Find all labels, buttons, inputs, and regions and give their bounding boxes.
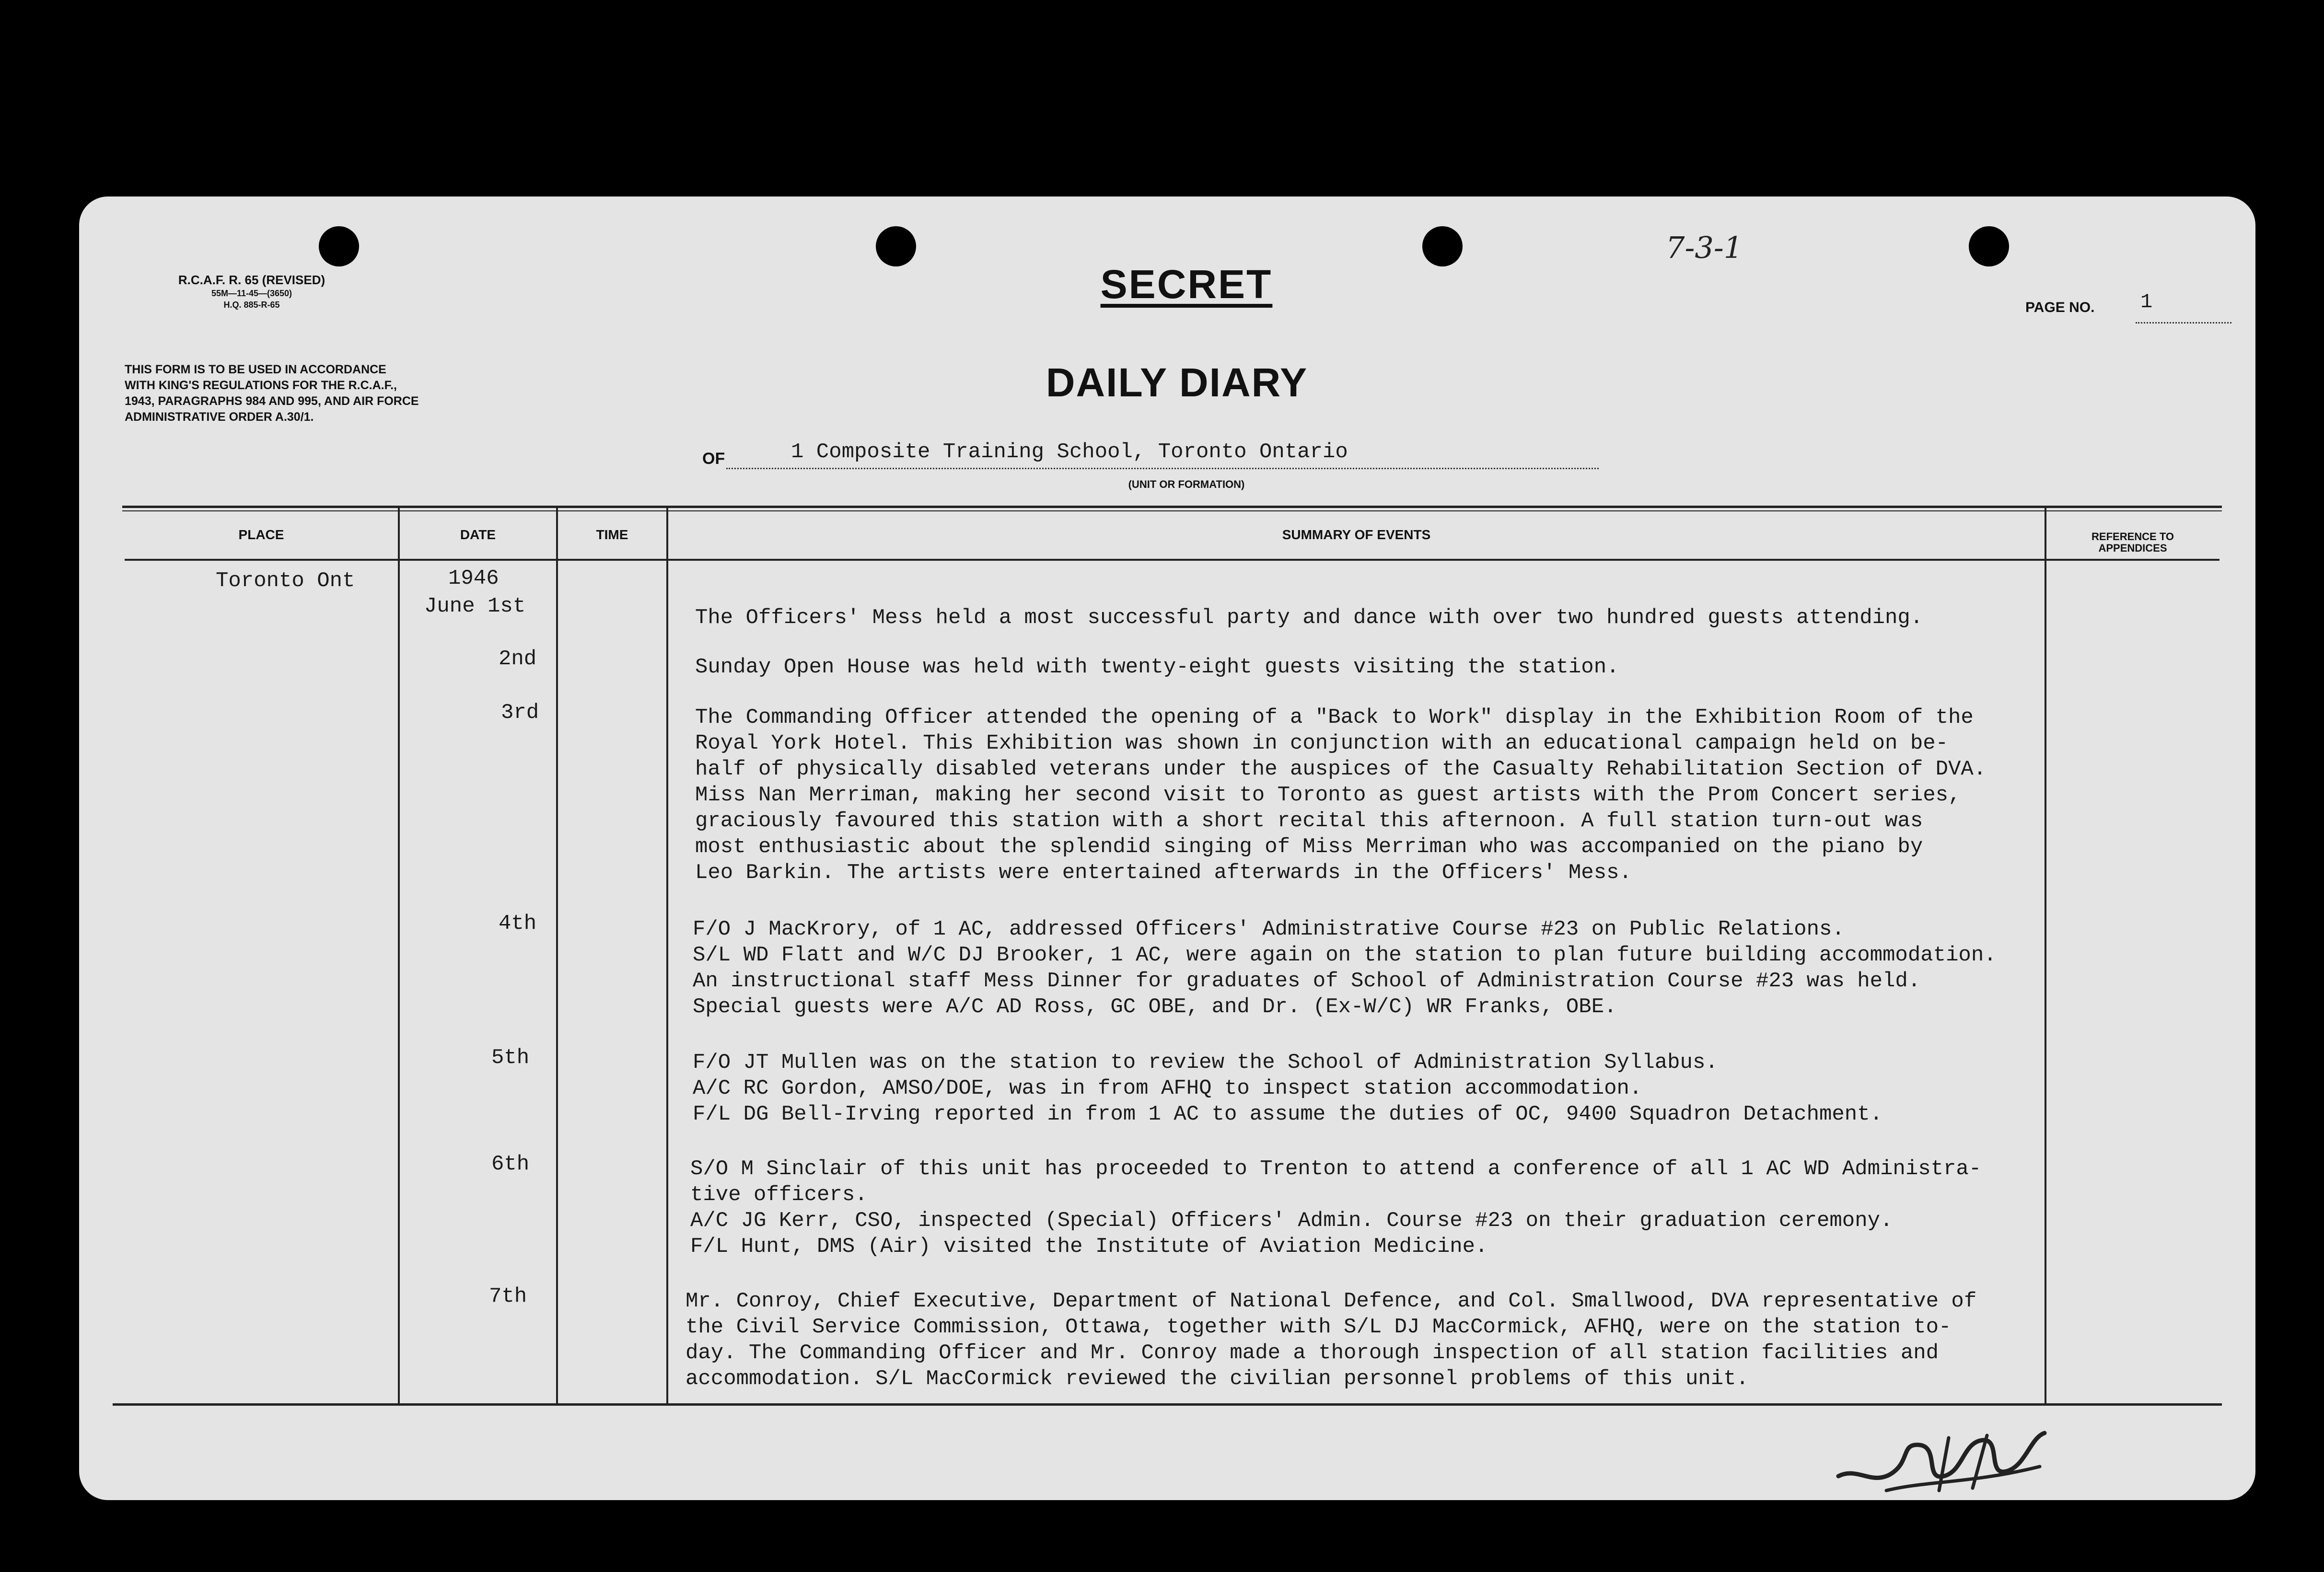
handwritten-initials <box>1829 1423 2068 1500</box>
of-label: OF <box>702 450 725 468</box>
column-header-date: DATE <box>460 527 496 542</box>
binder-hole <box>1969 226 2009 266</box>
column-divider <box>398 508 400 1404</box>
summary-line: S/O M Sinclair of this unit has proceeded to Trenton to attend a conference of all 1 AC WD Administra- <box>690 1157 1982 1181</box>
classification-heading: SECRET <box>1100 262 1273 307</box>
summary-line: F/O JT Mullen was on the station to review the School of Administration Syllabus. <box>693 1051 1718 1075</box>
summary-line: Royal York Hotel. This Exhibition was shown in conjunction with an educational campaign held on be- <box>695 731 1949 755</box>
summary-line: A/C JG Kerr, CSO, inspected (Special) Officers' Admin. Course #23 on their graduation ceremony. <box>690 1209 1893 1233</box>
summary-line: An instructional staff Mess Dinner for graduates of School of Administration Course #23 was held. <box>693 969 1921 993</box>
page-number-label: PAGE NO. <box>2025 300 2095 315</box>
column-header-time: TIME <box>596 527 628 542</box>
date-cell: 2nd <box>499 647 537 671</box>
column-divider <box>666 508 668 1404</box>
reference-header-line: REFERENCE TO <box>2092 531 2174 543</box>
form-code-sub: H.Q. 885-R-65 <box>223 300 280 310</box>
form-code <box>122 272 381 311</box>
summary-line: tive officers. <box>690 1183 868 1207</box>
summary-line: F/L Hunt, DMS (Air) visited the Institute of Aviation Medicine. <box>690 1235 1488 1259</box>
summary-line: Leo Barkin. The artists were entertained afterwards in the Officers' Mess. <box>695 861 1632 885</box>
date-cell: 7th <box>489 1284 527 1308</box>
form-code-main: R.C.A.F. R. 65 (REVISED) <box>178 273 325 287</box>
column-header-reference <box>2046 531 2219 554</box>
summary-line: graciously favoured this station with a short recital this afternoon. A full station turn-out was <box>695 809 1923 833</box>
table-top-rule <box>122 510 2222 511</box>
reference-header-line: APPENDICES <box>2098 542 2167 554</box>
notice-line: WITH KING'S REGULATIONS FOR THE R.C.A.F., <box>125 379 397 392</box>
summary-line: half of physically disabled veterans under the auspices of the Casualty Rehabilitation Section of DVA. <box>695 757 1987 781</box>
date-cell: 6th <box>491 1152 530 1176</box>
notice-line: THIS FORM IS TO BE USED IN ACCORDANCE <box>125 363 386 376</box>
binder-hole <box>319 226 359 266</box>
date-cell: 4th <box>499 912 537 936</box>
summary-line: Sunday Open House was held with twenty-eight guests visiting the station. <box>695 655 1619 679</box>
date-cell: 3rd <box>501 701 539 725</box>
column-header-summary: SUMMARY OF EVENTS <box>1282 527 1431 542</box>
summary-line: the Civil Service Commission, Ottawa, together with S/L DJ MacCormick, AFHQ, were on the station to- <box>686 1315 1952 1339</box>
summary-line: Miss Nan Merriman, making her second visit to Toronto as guest artists with the Prom Concert series, <box>695 783 1961 807</box>
column-divider <box>2045 508 2046 1404</box>
diary-form-sheet <box>79 196 2255 1500</box>
summary-line: The Officers' Mess held a most successful party and dance with over two hundred guests attending. <box>695 606 1923 630</box>
place-cell: Toronto Ont <box>216 569 355 593</box>
notice-line: 1943, PARAGRAPHS 984 AND 995, AND AIR FORCE <box>125 394 419 408</box>
summary-line: day. The Commanding Officer and Mr. Conroy made a thorough inspection of all station facilities and <box>686 1341 1939 1365</box>
column-header-place: PLACE <box>238 527 284 542</box>
summary-line: The Commanding Officer attended the opening of a "Back to Work" display in the Exhibition Room of the <box>695 705 1974 729</box>
page-number-value: 1 <box>2140 290 2153 313</box>
binder-hole <box>1422 226 1463 266</box>
page-number-line <box>2136 322 2231 324</box>
summary-line: S/L WD Flatt and W/C DJ Brooker, 1 AC, were again on the station to plan future building accommodation. <box>693 943 1997 967</box>
binder-hole <box>876 226 916 266</box>
notice-line: ADMINISTRATIVE ORDER A.30/1. <box>125 410 314 424</box>
summary-line: most enthusiastic about the splendid singing of Miss Merriman who was accompanied on the piano by <box>695 835 1923 859</box>
date-cell: June 1st <box>424 594 526 618</box>
unit-caption: (UNIT OR FORMATION) <box>1128 478 1245 490</box>
unit-name: 1 Composite Training School, Toronto Ontario <box>791 440 1348 464</box>
summary-line: Special guests were A/C AD Ross, GC OBE, and Dr. (Ex-W/C) WR Franks, OBE. <box>693 995 1617 1019</box>
regulation-notice <box>125 362 527 425</box>
header-rule <box>125 559 2219 561</box>
table-bottom-rule <box>113 1403 2222 1406</box>
form-title: DAILY DIARY <box>1046 360 1308 405</box>
handwritten-file-reference: 7-3-1 <box>1666 230 1743 265</box>
summary-line: accommodation. S/L MacCormick reviewed the civilian personnel problems of this unit. <box>686 1367 1749 1391</box>
column-divider <box>556 508 558 1404</box>
unit-underline <box>726 468 1599 469</box>
date-cell: 5th <box>491 1046 530 1070</box>
year-cell: 1946 <box>448 566 499 590</box>
summary-line: F/O J MacKrory, of 1 AC, addressed Officers' Administrative Course #23 on Public Relations. <box>693 917 1845 941</box>
form-code-sub: 55M—11-45—(3650) <box>211 289 292 298</box>
summary-line: A/C RC Gordon, AMSO/DOE, was in from AFHQ to inspect station accommodation. <box>693 1076 1642 1100</box>
summary-line: Mr. Conroy, Chief Executive, Department of National Defence, and Col. Smallwood, DVA representative of <box>686 1289 1977 1313</box>
table-top-rule <box>122 506 2222 508</box>
summary-line: F/L DG Bell-Irving reported in from 1 AC to assume the duties of OC, 9400 Squadron Detachment. <box>693 1102 1883 1126</box>
